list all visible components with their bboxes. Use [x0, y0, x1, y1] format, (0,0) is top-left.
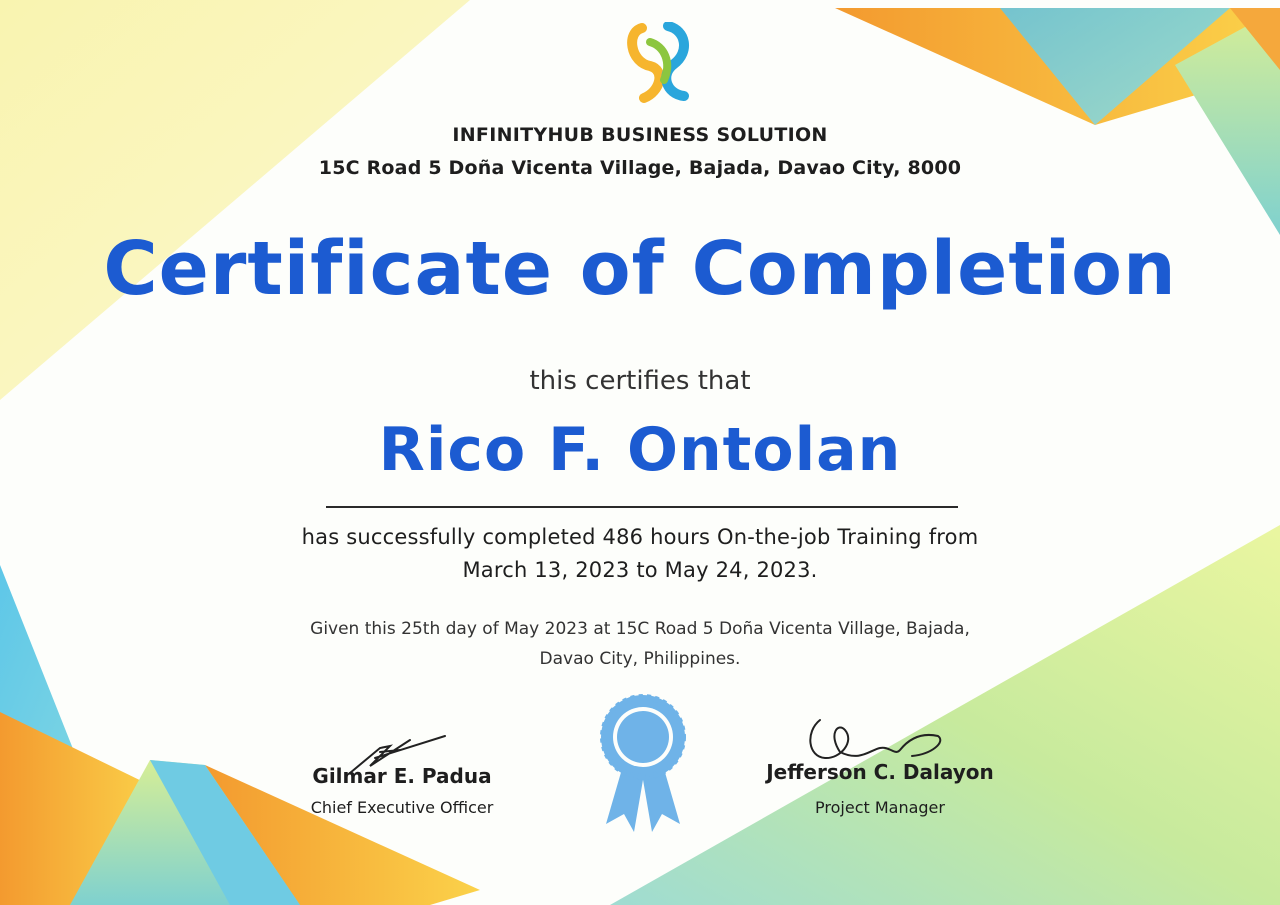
- signatory-role: Chief Executive Officer: [310, 798, 494, 817]
- given-text: [0, 614, 1280, 674]
- given-line-1: Given this 25th day of May 2023 at 15C Road 5 Doña Vicenta Village, Bajada,: [310, 619, 970, 639]
- signatory-role: Project Manager: [815, 798, 945, 817]
- certificate-title: Certificate of Completion: [103, 226, 1177, 312]
- signatory-name: Gilmar E. Padua: [312, 764, 492, 788]
- company-name: INFINITYHUB BUSINESS SOLUTION: [452, 124, 828, 146]
- completion-line-1: has successfully completed 486 hours On-the-job Training from: [301, 525, 979, 549]
- completion-line-2: March 13, 2023 to May 24, 2023.: [462, 558, 818, 582]
- signatory-name: Jefferson C. Dalayon: [766, 760, 994, 784]
- signatory-ceo: [222, 764, 582, 817]
- award-ribbon-icon: [598, 692, 688, 838]
- recipient-name: Rico F. Ontolan: [378, 415, 902, 485]
- name-underline: [326, 506, 958, 508]
- certifies-text: this certifies that: [529, 366, 751, 396]
- completion-text: [0, 521, 1280, 587]
- given-line-2: Davao City, Philippines.: [539, 649, 741, 669]
- company-address: 15C Road 5 Doña Vicenta Village, Bajada, Davao City, 8000: [318, 157, 962, 179]
- signatory-project-manager: [700, 760, 1060, 817]
- infinityhub-logo: [620, 22, 700, 104]
